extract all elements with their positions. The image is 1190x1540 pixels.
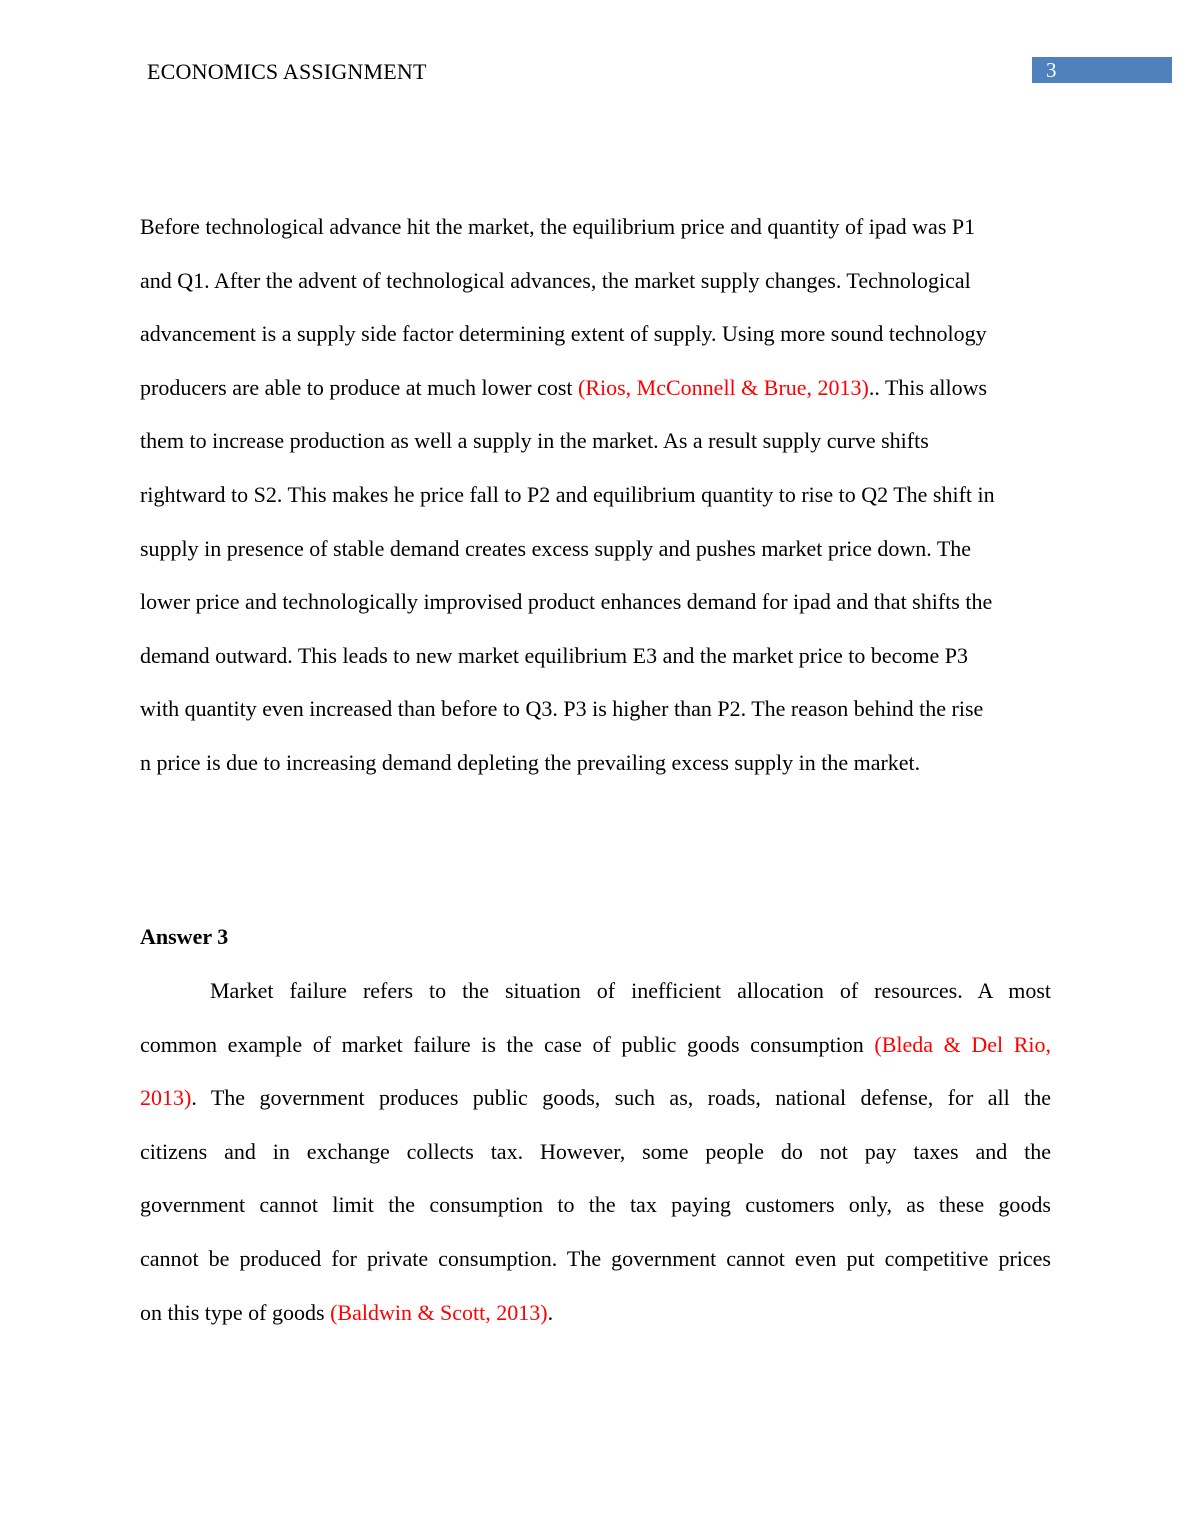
paragraph-line: with quantity even increased than before to Q3. P3 is higher than P2. The reason behind the rise [140, 696, 984, 722]
page-number-box [1032, 57, 1172, 83]
citation: (Rios, McConnell & Brue, 2013) [578, 374, 869, 400]
paragraph-line [140, 1071, 1051, 1125]
paragraph-line [140, 1018, 1051, 1072]
citation: (Bleda & Del Rio, [874, 1031, 1051, 1057]
line-text: on this type of goods [140, 1299, 331, 1325]
paragraph-line: supply in presence of stable demand creates excess supply and pushes market price down. The [140, 535, 972, 561]
line-text: . [547, 1299, 554, 1325]
paragraph-line: Market failure refers to the situation of inefficient allocation of resources. A most [210, 978, 1051, 1003]
paragraph-line: n price is due to increasing demand depleting the prevailing excess supply in the market. [140, 749, 921, 775]
paragraph-line: government cannot limit the consumption to the tax paying customers only, as these goods [140, 1192, 1051, 1218]
paragraph-technological-advance [140, 200, 1051, 790]
paragraph-line: rightward to S2. This makes he price fall to P2 and equilibrium quantity to rise to Q2 The shift in [140, 481, 995, 507]
paragraph-line: demand outward. This leads to new market equilibrium E3 and the market price to become P3 [140, 642, 969, 668]
paragraph-line: citizens and in exchange collects tax. However, some people do not pay taxes and the [140, 1138, 1051, 1164]
paragraph-line: them to increase production as well a supply in the market. As a result supply curve shifts [140, 428, 929, 454]
citation: (Baldwin & Scott, 2013) [330, 1299, 548, 1325]
paragraph-line [140, 361, 1051, 415]
paragraph-line: cannot be produced for private consumption. The government cannot even put competitive prices [140, 1245, 1051, 1271]
line-text: . The government produces public goods, such as, roads, national defense, for all the [191, 1085, 1051, 1111]
line-text: .. This allows [868, 374, 988, 400]
paragraph-market-failure [140, 964, 1051, 1339]
line-text: common example of market failure is the case of public goods consumption [140, 1031, 875, 1057]
paragraph-line [140, 1286, 1051, 1340]
answer-3-heading: Answer 3 [140, 924, 229, 949]
header-title: ECONOMICS ASSIGNMENT [147, 59, 427, 84]
citation: 2013) [140, 1085, 192, 1111]
line-text: producers are able to produce at much lower cost [140, 374, 578, 400]
page-number: 3 [1046, 58, 1057, 82]
paragraph-line: lower price and technologically improvised product enhances demand for ipad and that shifts the [140, 589, 993, 615]
paragraph-line: Before technological advance hit the market, the equilibrium price and quantity of ipad was P1 [140, 214, 976, 239]
paragraph-line: and Q1. After the advent of technological advances, the market supply changes. Technological [140, 267, 971, 293]
paragraph-line: advancement is a supply side factor determining extent of supply. Using more sound technology [140, 321, 987, 347]
